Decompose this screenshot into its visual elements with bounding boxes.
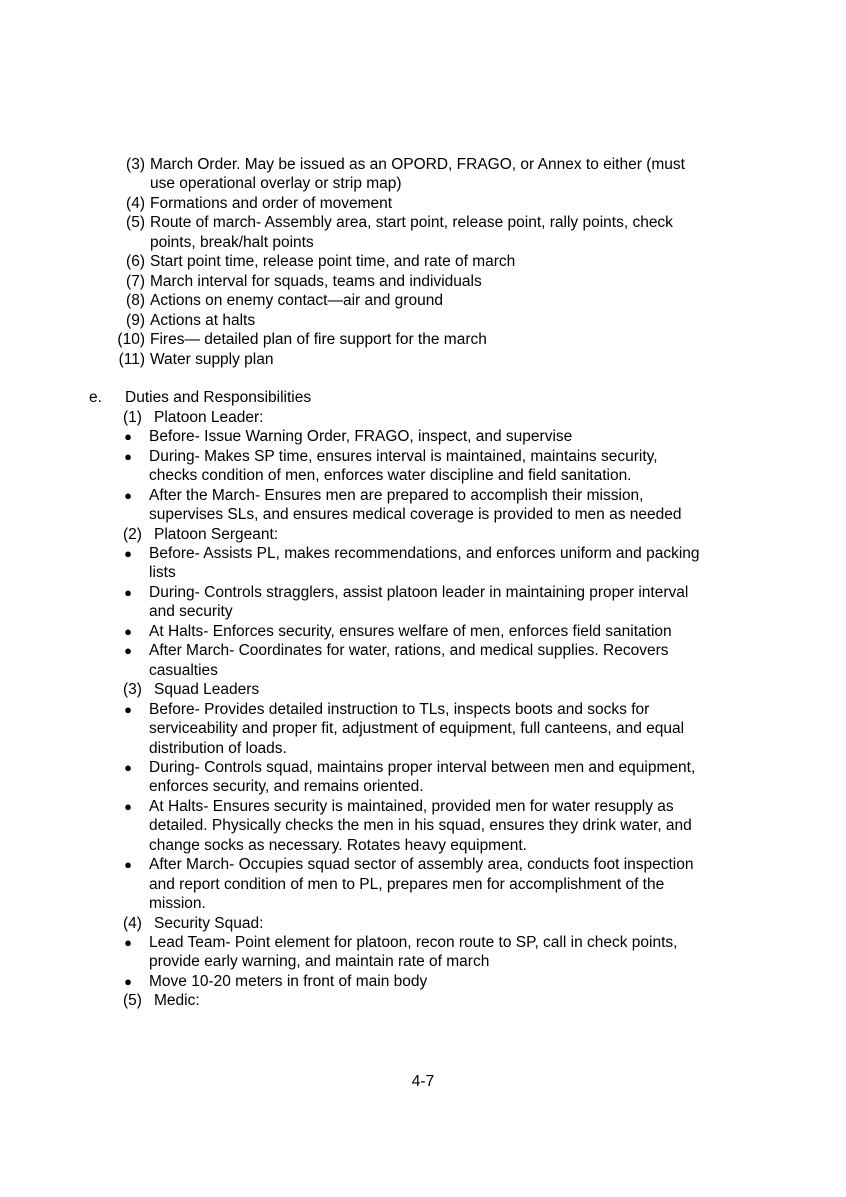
item-text: points, break/halt points: [150, 233, 314, 251]
bullet-line: [0, 836, 846, 856]
item-number: (4): [126, 194, 145, 212]
bullet-line: [0, 447, 846, 467]
march-item-line: [0, 311, 846, 331]
bullet-text: After March- Occupies squad sector of assembly area, conducts foot inspection: [149, 856, 694, 874]
subsection-number: (3): [123, 681, 142, 699]
bullet-icon: ●: [124, 935, 132, 950]
bullet-text: At Halts- Enforces security, ensures welfare of men, enforces field sanitation: [149, 622, 672, 640]
bullet-text: lists: [149, 564, 176, 582]
subsection-number: (4): [123, 914, 142, 932]
bullet-text: Before- Assists PL, makes recommendations, and enforces uniform and packing: [149, 545, 700, 562]
bullet-line: [0, 641, 846, 661]
bullet-icon: ●: [124, 857, 132, 873]
item-text: Fires— detailed plan of fire support for the march: [150, 331, 487, 349]
bullet-text: At Halts- Ensures security is maintained, provided men for water resupply as: [149, 797, 674, 815]
bullet-line: [0, 855, 846, 875]
subsection-heading: [0, 408, 846, 428]
bullet-line: [0, 661, 846, 681]
subsection-number: (1): [123, 408, 142, 426]
march-item-line: [0, 291, 846, 311]
item-number: (7): [126, 272, 145, 290]
march-item-line: [0, 272, 846, 292]
bullet-icon: ●: [124, 487, 132, 503]
subsection-title: Platoon Leader:: [154, 408, 264, 426]
section-letter: e.: [89, 389, 102, 407]
bullet-icon: ●: [124, 798, 132, 814]
bullet-icon: ●: [124, 546, 132, 561]
bullet-icon: ●: [124, 701, 132, 717]
bullet-text: During- Makes SP time, ensures interval is maintained, maintains security,: [149, 447, 658, 465]
bullet-text: enforces security, and remains oriented.: [149, 778, 424, 796]
bullet-line: [0, 700, 846, 720]
bullet-line: [0, 739, 846, 759]
bullet-text: distribution of loads.: [149, 739, 287, 757]
item-text: Actions on enemy contact—air and ground: [150, 292, 443, 310]
bullet-text: change socks as necessary. Rotates heavy equipment.: [149, 836, 527, 854]
bullet-line: [0, 816, 846, 836]
subsection-heading: [0, 914, 846, 934]
march-item-line: [0, 213, 846, 233]
subsection-heading: [0, 525, 846, 545]
march-item-line: [0, 330, 846, 350]
bullet-text: provide early warning, and maintain rate of march: [149, 953, 490, 971]
march-item-line: [0, 155, 846, 175]
item-text: Water supply plan: [150, 350, 274, 368]
bullet-line: [0, 719, 846, 739]
bullet-text: Move 10-20 meters in front of main body: [149, 972, 428, 990]
bullet-text: After the March- Ensures men are prepared to accomplish their mission,: [149, 486, 644, 504]
subsection-title: Squad Leaders: [154, 681, 260, 699]
item-text: March interval for squads, teams and individuals: [150, 272, 482, 290]
item-text: use operational overlay or strip map): [150, 175, 402, 193]
march-item-line: [0, 194, 846, 214]
bullet-icon: ●: [124, 448, 132, 464]
item-number: (9): [126, 311, 145, 329]
subsection-heading: [0, 991, 846, 1011]
item-text: Route of march- Assembly area, start point, release point, rally points, check: [150, 214, 673, 232]
section-title: Duties and Responsibilities: [125, 389, 312, 407]
subsection-title: Security Squad:: [154, 914, 264, 932]
bullet-line: [0, 933, 846, 953]
bullet-text: Before- Issue Warning Order, FRAGO, inspect, and supervise: [149, 428, 573, 446]
bullet-text: Before- Provides detailed instruction to TLs, inspects boots and socks for: [149, 700, 650, 718]
item-text: Start point time, release point time, and rate of march: [150, 253, 516, 271]
bullet-line: [0, 758, 846, 778]
page-number: 4-7: [411, 1073, 435, 1090]
item-number: (10): [117, 331, 145, 349]
bullet-icon: ●: [124, 623, 132, 639]
march-item-line: [0, 233, 846, 253]
bullet-line: [0, 544, 846, 564]
subsection-title: Platoon Sergeant:: [154, 525, 279, 543]
bullet-text: and report condition of men to PL, prepares men for accomplishment of the: [149, 875, 665, 893]
item-text: Formations and order of movement: [150, 194, 393, 212]
subsection-number: (5): [123, 992, 142, 1010]
bullet-icon: ●: [124, 429, 132, 445]
bullet-icon: ●: [124, 584, 132, 600]
bullet-text: During- Controls stragglers, assist platoon leader in maintaining proper interval: [149, 583, 689, 601]
bullet-line: [0, 952, 846, 972]
bullet-icon: ●: [124, 643, 132, 659]
bullet-line: [0, 427, 846, 447]
bullet-text: supervises SLs, and ensures medical coverage is provided to men as needed: [149, 506, 682, 524]
bullet-text: During- Controls squad, maintains proper interval between men and equipment,: [149, 758, 696, 776]
item-number: (5): [126, 214, 145, 232]
bullet-text: serviceability and proper fit, adjustment of equipment, full canteens, and equal: [149, 720, 685, 738]
bullet-line: [0, 797, 846, 817]
item-text: March Order. May be issued as an OPORD, FRAGO, or Annex to either (must: [150, 156, 685, 173]
bullet-text: mission.: [149, 895, 206, 913]
bullet-text: checks condition of men, enforces water discipline and field sanitation.: [149, 467, 632, 485]
item-text: Actions at halts: [150, 311, 256, 329]
bullet-text: After March- Coordinates for water, rations, and medical supplies. Recovers: [149, 642, 669, 660]
section-heading: [0, 388, 846, 408]
bullet-line: [0, 622, 846, 642]
march-item-line: [0, 174, 846, 194]
bullet-icon: ●: [124, 973, 132, 989]
march-item-line: [0, 252, 846, 272]
bullet-icon: ●: [124, 759, 132, 775]
bullet-line: [0, 777, 846, 797]
item-number: (8): [126, 292, 145, 310]
bullet-text: casualties: [149, 661, 218, 679]
subsection-title: Medic:: [154, 992, 200, 1010]
bullet-line: [0, 505, 846, 525]
bullet-text: Lead Team- Point element for platoon, recon route to SP, call in check points,: [149, 934, 678, 951]
subsection-number: (2): [123, 525, 142, 543]
bullet-text: and security: [149, 603, 233, 621]
bullet-line: [0, 972, 846, 992]
bullet-line: [0, 894, 846, 914]
bullet-line: [0, 563, 846, 583]
bullet-line: [0, 486, 846, 506]
subsection-heading: [0, 680, 846, 700]
item-number: (11): [118, 350, 145, 368]
march-item-line: [0, 350, 846, 370]
bullet-line: [0, 875, 846, 895]
bullet-text: detailed. Physically checks the men in his squad, ensures they drink water, and: [149, 817, 692, 835]
bullet-line: [0, 583, 846, 603]
item-number: (6): [126, 253, 145, 271]
item-number: (3): [126, 156, 145, 173]
bullet-line: [0, 602, 846, 622]
bullet-line: [0, 466, 846, 486]
